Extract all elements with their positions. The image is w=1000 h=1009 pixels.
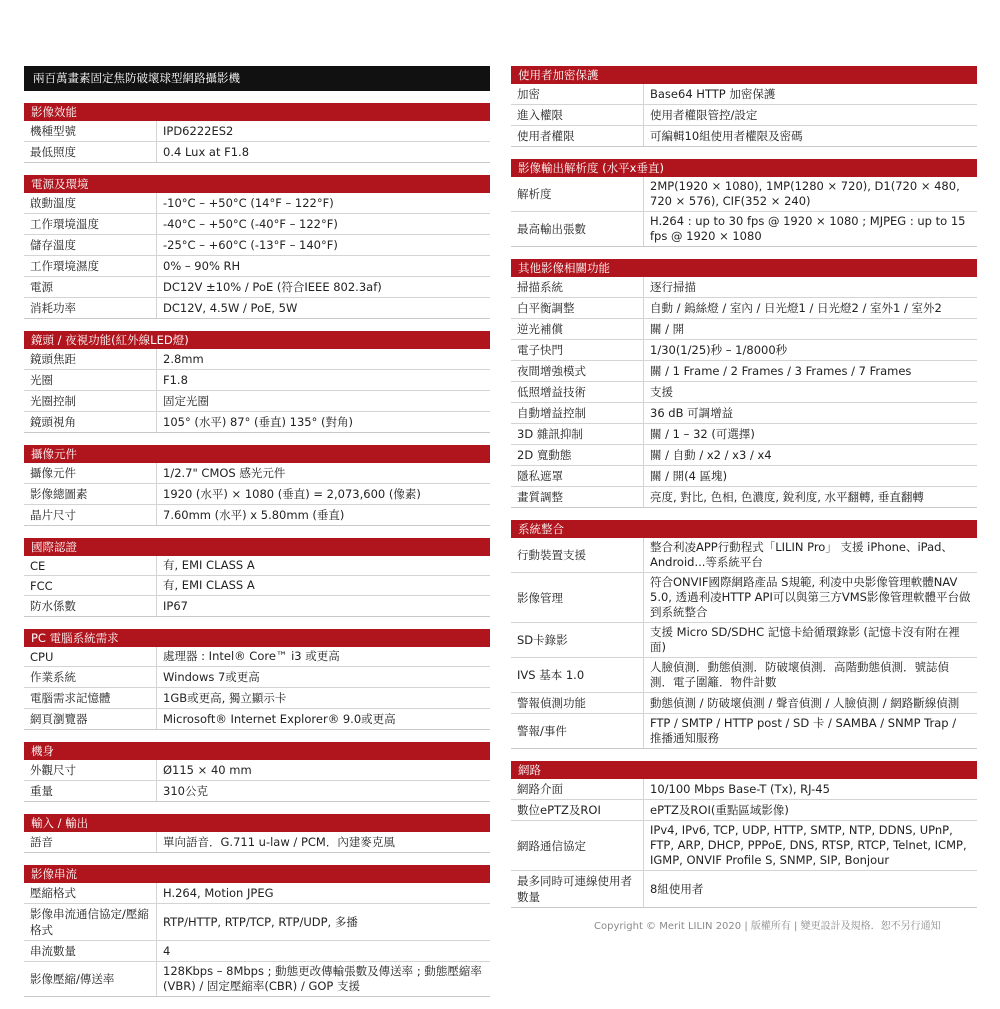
spec-row: [24, 298, 490, 319]
spec-value: -40°C – +50°C (-40°F – 122°F): [163, 216, 338, 231]
section-header: 機身: [24, 742, 490, 760]
spec-value: Windows 7或更高: [163, 669, 260, 684]
spec-label: 最多同時可連線使用者數量: [511, 871, 644, 907]
spec-label: 畫質調整: [511, 487, 644, 507]
spec-row: [24, 883, 490, 904]
spec-section: [24, 538, 490, 617]
spec-value: FTP / SMTP / HTTP post / SD 卡 / SAMBA / SNMP Trap / 推播通知服務: [650, 716, 957, 745]
spec-label: IVS 基本 1.0: [511, 658, 644, 692]
spec-row: [511, 693, 977, 714]
spec-value: Base64 HTTP 加密保護: [650, 86, 776, 101]
spec-row: [24, 214, 490, 235]
section-header: 影像效能: [24, 103, 490, 121]
spec-row: [24, 760, 490, 781]
spec-label: 網路通信協定: [511, 821, 644, 870]
spec-label: 數位ePTZ及ROI: [511, 800, 644, 820]
spec-label: 逆光補償: [511, 319, 644, 339]
spec-label: 最高輸出張數: [511, 212, 644, 246]
spec-row: [24, 556, 490, 576]
spec-value: IPD6222ES2: [163, 123, 234, 138]
spec-section: [511, 259, 977, 508]
spec-row: [511, 212, 977, 247]
spec-row: [511, 871, 977, 908]
spec-label: 外觀尺寸: [24, 760, 157, 780]
spec-row: [511, 126, 977, 147]
spec-row: [24, 781, 490, 802]
spec-label: 加密: [511, 84, 644, 104]
right-column: [511, 66, 977, 920]
spec-row: [511, 466, 977, 487]
spec-label: 影像總圖素: [24, 484, 157, 504]
spec-label: 白平衡調整: [511, 298, 644, 318]
spec-value: 1920 (水平) × 1080 (垂直) = 2,073,600 (像素): [163, 486, 421, 501]
spec-row: [24, 941, 490, 962]
spec-row: [24, 962, 490, 997]
spec-row: [511, 779, 977, 800]
spec-label: 影像壓縮/傳送率: [24, 962, 157, 996]
spec-row: [511, 277, 977, 298]
section-header: 系統整合: [511, 520, 977, 538]
spec-value: 關 / 1 Frame / 2 Frames / 3 Frames / 7 Frames: [650, 363, 912, 378]
spec-row: [511, 403, 977, 424]
spec-value: 105° (水平) 87° (垂直) 135° (對角): [163, 414, 353, 429]
spec-value: 關 / 1 – 32 (可選擇): [650, 426, 755, 441]
spec-row: [511, 623, 977, 658]
spec-row: [511, 424, 977, 445]
spec-row: [24, 463, 490, 484]
spec-value: DC12V ±10% / PoE (符合IEEE 802.3af): [163, 279, 382, 294]
spec-value: 1/2.7" CMOS 感光元件: [163, 465, 286, 480]
spec-value: 符合ONVIF國際網路產品 S規範, 利凌中央影像管理軟體NAV 5.0, 透過利凌HTTP API可以與第三方VMS影像管理軟體平台做到系統整合: [650, 575, 971, 619]
spec-row: [24, 349, 490, 370]
spec-row: [511, 340, 977, 361]
spec-value: 關 / 開: [650, 321, 685, 336]
spec-value: IP67: [163, 598, 188, 613]
spec-row: [511, 177, 977, 212]
spec-value: 2MP(1920 × 1080), 1MP(1280 × 720), D1(720 × 480, 720 × 576), CIF(352 × 240): [650, 179, 960, 208]
spec-label: 掃描系統: [511, 277, 644, 297]
spec-row: [511, 361, 977, 382]
spec-label: 機種型號: [24, 121, 157, 141]
spec-row: [24, 688, 490, 709]
spec-label: 攝像元件: [24, 463, 157, 483]
spec-row: [511, 821, 977, 871]
spec-label: 網路介面: [511, 779, 644, 799]
spec-value: 自動 / 鎢絲燈 / 室內 / 日光燈1 / 日光燈2 / 室外1 / 室外2: [650, 300, 942, 315]
spec-value: -25°C – +60°C (-13°F – 140°F): [163, 237, 338, 252]
spec-row: [511, 487, 977, 508]
spec-value: RTP/HTTP, RTP/TCP, RTP/UDP, 多播: [163, 914, 358, 929]
spec-label: 電源: [24, 277, 157, 297]
spec-section: [511, 159, 977, 247]
spec-label: 行動裝置支援: [511, 538, 644, 572]
spec-section: [24, 445, 490, 526]
spec-value: 動態偵測 / 防破壞偵測 / 聲音偵測 / 人臉偵測 / 網路斷線偵測: [650, 695, 960, 710]
spec-value: H.264 : up to 30 fps @ 1920 × 1080 ; MJPEG : up to 15 fps @ 1920 × 1080: [650, 214, 966, 243]
spec-row: [24, 193, 490, 214]
spec-value: F1.8: [163, 372, 188, 387]
spec-section: [511, 761, 977, 908]
spec-value: 310公克: [163, 783, 208, 798]
section-header: 輸入 / 輸出: [24, 814, 490, 832]
spec-label: 使用者權限: [511, 126, 644, 146]
spec-value: 1/30(1/25)秒 – 1/8000秒: [650, 342, 788, 357]
spec-value: 關 / 開(4 區塊): [650, 468, 728, 483]
spec-label: SD卡錄影: [511, 623, 644, 657]
spec-value: 4: [163, 943, 171, 958]
spec-row: [24, 667, 490, 688]
spec-label: 啟動溫度: [24, 193, 157, 213]
spec-row: [511, 445, 977, 466]
spec-label: 解析度: [511, 177, 644, 211]
spec-row: [511, 105, 977, 126]
spec-value: 支援 Micro SD/SDHC 記憶卡給循環錄影 (記憶卡沒有附在裡面): [650, 625, 960, 654]
spec-row: [511, 800, 977, 821]
spec-label: 隱私遮罩: [511, 466, 644, 486]
spec-value: 1GB或更高, 獨立顯示卡: [163, 690, 287, 705]
spec-row: [24, 277, 490, 298]
spec-label: 工作環境溫度: [24, 214, 157, 234]
spec-value: 10/100 Mbps Base-T (Tx), RJ-45: [650, 781, 830, 796]
spec-value: 128Kbps – 8Mbps ; 動態更改傳輸張數及傳送率 ; 動態壓縮率(VBR) / 固定壓縮率(CBR) / GOP 支援: [163, 964, 482, 993]
spec-label: 2D 寬動態: [511, 445, 644, 465]
spec-value: 單向語音．G.711 u-law / PCM．內建麥克風: [163, 834, 395, 849]
spec-label: 3D 雜訊抑制: [511, 424, 644, 444]
spec-value: 整合利凌APP行動程式「LILIN Pro」 支援 iPhone、iPad、Android...等系統平台: [650, 540, 953, 569]
spec-label: 作業系統: [24, 667, 157, 687]
spec-row: [511, 319, 977, 340]
section-header: PC 電腦系統需求: [24, 629, 490, 647]
spec-section: [24, 103, 490, 163]
spec-label: 防水係數: [24, 596, 157, 616]
left-column: [24, 66, 490, 1009]
spec-label: 工作環境濕度: [24, 256, 157, 276]
spec-row: [511, 658, 977, 693]
spec-label: 影像串流通信協定/壓縮格式: [24, 904, 157, 940]
spec-value: 8組使用者: [650, 881, 704, 896]
spec-section: [24, 331, 490, 433]
spec-row: [24, 121, 490, 142]
spec-value: DC12V, 4.5W / PoE, 5W: [163, 300, 298, 315]
spec-value: 人臉偵測．動態偵測．防破壞偵測．高階動態偵測．號誌偵測．電子圍籬．物件計數: [650, 660, 949, 689]
spec-label: CE: [24, 556, 157, 575]
spec-label: 鏡頭焦距: [24, 349, 157, 369]
spec-label: 鏡頭視角: [24, 412, 157, 432]
section-header: 電源及環境: [24, 175, 490, 193]
spec-row: [24, 647, 490, 667]
spec-row: [24, 576, 490, 596]
spec-label: 晶片尺寸: [24, 505, 157, 525]
spec-value: -10°C – +50°C (14°F – 122°F): [163, 195, 334, 210]
spec-label: FCC: [24, 576, 157, 595]
spec-row: [24, 412, 490, 433]
spec-row: [24, 709, 490, 730]
spec-row: [24, 391, 490, 412]
spec-label: 重量: [24, 781, 157, 801]
spec-row: [511, 298, 977, 319]
spec-value: ePTZ及ROI(重點區域影像): [650, 802, 789, 817]
spec-section: [24, 865, 490, 997]
spec-value: H.264, Motion JPEG: [163, 885, 274, 900]
spec-label: 自動增益控制: [511, 403, 644, 423]
spec-label: CPU: [24, 647, 157, 666]
section-header: 影像輸出解析度 (水平x垂直): [511, 159, 977, 177]
spec-label: 進入權限: [511, 105, 644, 125]
spec-value: IPv4, IPv6, TCP, UDP, HTTP, SMTP, NTP, DDNS, UPnP, FTP, ARP, DHCP, PPPoE, DNS, RTSP, RTCP, Telnet, ICMP, IGMP, ONVIF Profile S, SNMP, SIP, Bonjour: [650, 823, 967, 867]
spec-row: [511, 538, 977, 573]
section-header: 網路: [511, 761, 977, 779]
spec-row: [24, 505, 490, 526]
spec-row: [24, 370, 490, 391]
spec-label: 影像管理: [511, 573, 644, 622]
spec-label: 串流數量: [24, 941, 157, 961]
spec-section: [24, 742, 490, 802]
spec-value: 0.4 Lux at F1.8: [163, 144, 250, 159]
spec-value: 亮度, 對比, 色相, 色濃度, 銳利度, 水平翻轉, 垂直翻轉: [650, 489, 924, 504]
spec-value: 有, EMI CLASS A: [163, 558, 255, 572]
spec-row: [511, 84, 977, 105]
section-header: 國際認證: [24, 538, 490, 556]
spec-label: 網頁瀏覽器: [24, 709, 157, 729]
section-header: 影像串流: [24, 865, 490, 883]
spec-section: [24, 814, 490, 853]
spec-label: 光圈: [24, 370, 157, 390]
spec-value: 處理器 : Intel® Core™ i3 或更高: [163, 649, 340, 663]
spec-label: 警報偵測功能: [511, 693, 644, 713]
spec-row: [511, 714, 977, 749]
spec-value: 36 dB 可調增益: [650, 405, 734, 420]
spec-row: [24, 235, 490, 256]
spec-value: 有, EMI CLASS A: [163, 578, 255, 592]
section-header: 其他影像相關功能: [511, 259, 977, 277]
spec-label: 夜間增強模式: [511, 361, 644, 381]
spec-section: [511, 66, 977, 147]
spec-label: 語音: [24, 832, 157, 852]
spec-section: [24, 629, 490, 730]
spec-row: [24, 832, 490, 853]
spec-section: [24, 175, 490, 319]
section-header: 攝像元件: [24, 445, 490, 463]
spec-label: 電子快門: [511, 340, 644, 360]
spec-label: 電腦需求記憶體: [24, 688, 157, 708]
spec-label: 警報/事件: [511, 714, 644, 748]
spec-value: Ø115 × 40 mm: [163, 762, 252, 777]
section-header: 使用者加密保護: [511, 66, 977, 84]
spec-row: [24, 142, 490, 163]
spec-label: 最低照度: [24, 142, 157, 162]
spec-value: 可編輯10組使用者權限及密碼: [650, 128, 803, 143]
spec-value: 2.8mm: [163, 351, 204, 366]
spec-row: [24, 484, 490, 505]
spec-value: 支援: [650, 384, 673, 399]
spec-label: 壓縮格式: [24, 883, 157, 903]
spec-row: [24, 904, 490, 941]
spec-value: 7.60mm (水平) x 5.80mm (垂直): [163, 507, 345, 522]
spec-label: 光圈控制: [24, 391, 157, 411]
right-spec-sections: [511, 66, 977, 908]
page-title: 兩百萬畫素固定焦防破壞球型網路攝影機: [24, 66, 490, 91]
spec-label: 儲存溫度: [24, 235, 157, 255]
spec-value: Microsoft® Internet Explorer® 9.0或更高: [163, 711, 396, 726]
spec-section: [511, 520, 977, 749]
section-header: 鏡頭 / 夜視功能(紅外線LED燈): [24, 331, 490, 349]
copyright-notice: Copyright © Merit LILIN 2020 | 版權所有 | 變更設計及規格．恕不另行通知: [594, 921, 941, 932]
spec-label: 低照增益技術: [511, 382, 644, 402]
spec-row: [24, 256, 490, 277]
spec-row: [24, 596, 490, 617]
spec-value: 使用者權限管控/設定: [650, 107, 758, 122]
spec-row: [511, 573, 977, 623]
spec-label: 消耗功率: [24, 298, 157, 318]
left-spec-sections: [24, 103, 490, 997]
spec-value: 關 / 自動 / x2 / x3 / x4: [650, 447, 772, 462]
spec-value: 固定光圈: [163, 393, 209, 408]
spec-value: 0% – 90% RH: [163, 258, 241, 273]
spec-row: [511, 382, 977, 403]
spec-value: 逐行掃描: [650, 279, 696, 294]
